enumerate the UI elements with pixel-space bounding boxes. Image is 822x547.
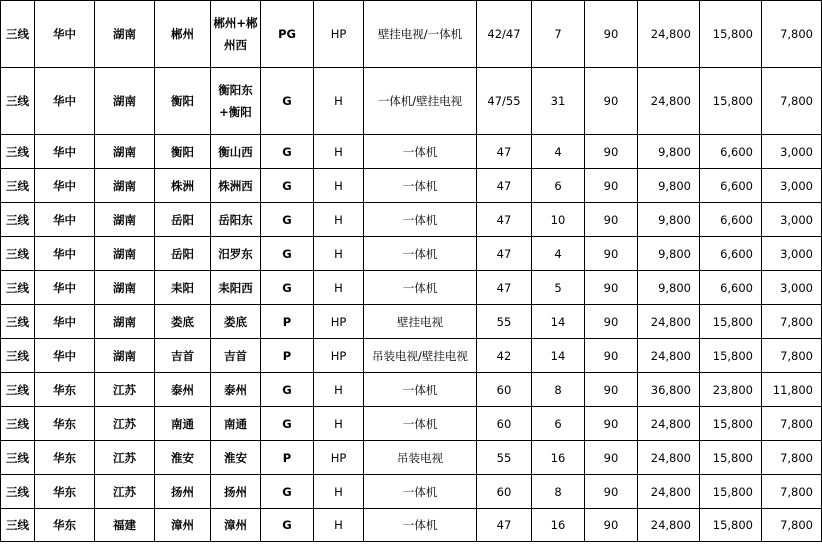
brand-cell: H bbox=[314, 475, 364, 509]
days-cell: 90 bbox=[585, 237, 638, 271]
product-cell: 一体机 bbox=[364, 509, 477, 542]
store-cell: 岳阳东 bbox=[211, 203, 261, 237]
store-cell: 漳州 bbox=[211, 509, 261, 542]
price-cell: 23,800 bbox=[700, 373, 762, 407]
store-cell: 淮安 bbox=[211, 441, 261, 475]
brand-cell: H bbox=[314, 135, 364, 169]
total-cell: 9,800 bbox=[638, 169, 700, 203]
total-cell: 24,800 bbox=[638, 475, 700, 509]
city-cell: 漳州 bbox=[155, 509, 211, 542]
count-cell: 6 bbox=[532, 169, 585, 203]
store-cell: 衡山西 bbox=[211, 135, 261, 169]
region-cell: 华东 bbox=[35, 509, 95, 542]
brand-cell: H bbox=[314, 407, 364, 441]
store-cell: 扬州 bbox=[211, 475, 261, 509]
store-cell: 郴州+郴州西 bbox=[211, 1, 261, 68]
tier-cell: 三线 bbox=[1, 373, 35, 407]
table-row bbox=[1, 407, 822, 441]
store-cell: 泰州 bbox=[211, 373, 261, 407]
city-cell: 衡阳 bbox=[155, 68, 211, 135]
region-cell: 华中 bbox=[35, 237, 95, 271]
store-cell: 吉首 bbox=[211, 339, 261, 373]
size-cell: 47 bbox=[477, 271, 532, 305]
tier-cell: 三线 bbox=[1, 509, 35, 542]
store-cell: 耒阳西 bbox=[211, 271, 261, 305]
days-cell: 90 bbox=[585, 135, 638, 169]
type-cell: P bbox=[261, 339, 314, 373]
product-cell: 一体机 bbox=[364, 373, 477, 407]
count-cell: 8 bbox=[532, 475, 585, 509]
price-cell: 6,600 bbox=[700, 169, 762, 203]
province-cell: 湖南 bbox=[95, 169, 155, 203]
type-cell: G bbox=[261, 407, 314, 441]
price-cell: 6,600 bbox=[700, 271, 762, 305]
city-cell: 娄底 bbox=[155, 305, 211, 339]
table-row bbox=[1, 475, 822, 509]
fee-cell: 3,000 bbox=[762, 135, 822, 169]
size-cell: 42 bbox=[477, 339, 532, 373]
fee-cell: 3,000 bbox=[762, 169, 822, 203]
price-cell: 15,800 bbox=[700, 1, 762, 68]
total-cell: 24,800 bbox=[638, 339, 700, 373]
city-cell: 吉首 bbox=[155, 339, 211, 373]
count-cell: 16 bbox=[532, 509, 585, 542]
store-cell: 衡阳东+衡阳 bbox=[211, 68, 261, 135]
region-cell: 华东 bbox=[35, 373, 95, 407]
size-cell: 47 bbox=[477, 237, 532, 271]
province-cell: 湖南 bbox=[95, 1, 155, 68]
region-cell: 华东 bbox=[35, 441, 95, 475]
price-cell: 15,800 bbox=[700, 475, 762, 509]
tier-cell: 三线 bbox=[1, 339, 35, 373]
city-cell: 岳阳 bbox=[155, 203, 211, 237]
days-cell: 90 bbox=[585, 373, 638, 407]
fee-cell: 3,000 bbox=[762, 271, 822, 305]
region-cell: 华东 bbox=[35, 475, 95, 509]
type-cell: G bbox=[261, 203, 314, 237]
brand-cell: H bbox=[314, 203, 364, 237]
days-cell: 90 bbox=[585, 1, 638, 68]
region-cell: 华中 bbox=[35, 339, 95, 373]
fee-cell: 7,800 bbox=[762, 1, 822, 68]
brand-cell: HP bbox=[314, 339, 364, 373]
table-row bbox=[1, 305, 822, 339]
table-row bbox=[1, 339, 822, 373]
province-cell: 湖南 bbox=[95, 305, 155, 339]
days-cell: 90 bbox=[585, 203, 638, 237]
table-row bbox=[1, 169, 822, 203]
fee-cell: 7,800 bbox=[762, 339, 822, 373]
type-cell: G bbox=[261, 509, 314, 542]
brand-cell: HP bbox=[314, 441, 364, 475]
type-cell: G bbox=[261, 237, 314, 271]
fee-cell: 7,800 bbox=[762, 441, 822, 475]
region-cell: 华东 bbox=[35, 407, 95, 441]
city-cell: 衡阳 bbox=[155, 135, 211, 169]
product-cell: 壁挂电视 bbox=[364, 305, 477, 339]
brand-cell: HP bbox=[314, 1, 364, 68]
days-cell: 90 bbox=[585, 475, 638, 509]
price-cell: 6,600 bbox=[700, 237, 762, 271]
store-cell: 汨罗东 bbox=[211, 237, 261, 271]
region-cell: 华中 bbox=[35, 203, 95, 237]
days-cell: 90 bbox=[585, 271, 638, 305]
product-cell: 吊装电视 bbox=[364, 441, 477, 475]
type-cell: P bbox=[261, 441, 314, 475]
province-cell: 江苏 bbox=[95, 441, 155, 475]
tier-cell: 三线 bbox=[1, 169, 35, 203]
days-cell: 90 bbox=[585, 441, 638, 475]
total-cell: 9,800 bbox=[638, 203, 700, 237]
type-cell: G bbox=[261, 373, 314, 407]
total-cell: 24,800 bbox=[638, 305, 700, 339]
days-cell: 90 bbox=[585, 339, 638, 373]
days-cell: 90 bbox=[585, 407, 638, 441]
type-cell: G bbox=[261, 169, 314, 203]
city-cell: 南通 bbox=[155, 407, 211, 441]
province-cell: 江苏 bbox=[95, 407, 155, 441]
count-cell: 8 bbox=[532, 373, 585, 407]
product-cell: 一体机 bbox=[364, 475, 477, 509]
store-cell: 株洲西 bbox=[211, 169, 261, 203]
total-cell: 36,800 bbox=[638, 373, 700, 407]
type-cell: G bbox=[261, 271, 314, 305]
fee-cell: 7,800 bbox=[762, 509, 822, 542]
province-cell: 湖南 bbox=[95, 339, 155, 373]
size-cell: 47 bbox=[477, 509, 532, 542]
size-cell: 47/55 bbox=[477, 68, 532, 135]
total-cell: 9,800 bbox=[638, 237, 700, 271]
region-cell: 华中 bbox=[35, 1, 95, 68]
region-cell: 华中 bbox=[35, 135, 95, 169]
count-cell: 4 bbox=[532, 135, 585, 169]
count-cell: 6 bbox=[532, 407, 585, 441]
fee-cell: 7,800 bbox=[762, 475, 822, 509]
product-cell: 一体机 bbox=[364, 237, 477, 271]
brand-cell: H bbox=[314, 373, 364, 407]
table-row bbox=[1, 68, 822, 135]
province-cell: 湖南 bbox=[95, 271, 155, 305]
count-cell: 16 bbox=[532, 441, 585, 475]
province-cell: 福建 bbox=[95, 509, 155, 542]
tier-cell: 三线 bbox=[1, 237, 35, 271]
total-cell: 24,800 bbox=[638, 441, 700, 475]
days-cell: 90 bbox=[585, 169, 638, 203]
total-cell: 9,800 bbox=[638, 271, 700, 305]
total-cell: 24,800 bbox=[638, 509, 700, 542]
province-cell: 湖南 bbox=[95, 237, 155, 271]
brand-cell: H bbox=[314, 68, 364, 135]
total-cell: 24,800 bbox=[638, 1, 700, 68]
type-cell: G bbox=[261, 135, 314, 169]
table-row bbox=[1, 203, 822, 237]
type-cell: PG bbox=[261, 1, 314, 68]
product-cell: 一体机 bbox=[364, 169, 477, 203]
product-cell: 一体机 bbox=[364, 407, 477, 441]
fee-cell: 3,000 bbox=[762, 203, 822, 237]
brand-cell: H bbox=[314, 509, 364, 542]
total-cell: 24,800 bbox=[638, 68, 700, 135]
brand-cell: H bbox=[314, 271, 364, 305]
region-cell: 华中 bbox=[35, 169, 95, 203]
price-cell: 15,800 bbox=[700, 339, 762, 373]
size-cell: 55 bbox=[477, 441, 532, 475]
size-cell: 60 bbox=[477, 407, 532, 441]
tier-cell: 三线 bbox=[1, 475, 35, 509]
count-cell: 10 bbox=[532, 203, 585, 237]
size-cell: 60 bbox=[477, 475, 532, 509]
size-cell: 47 bbox=[477, 169, 532, 203]
city-cell: 耒阳 bbox=[155, 271, 211, 305]
fee-cell: 7,800 bbox=[762, 68, 822, 135]
count-cell: 4 bbox=[532, 237, 585, 271]
size-cell: 47 bbox=[477, 135, 532, 169]
price-cell: 6,600 bbox=[700, 203, 762, 237]
type-cell: P bbox=[261, 305, 314, 339]
fee-cell: 11,800 bbox=[762, 373, 822, 407]
price-cell: 6,600 bbox=[700, 135, 762, 169]
price-cell: 15,800 bbox=[700, 68, 762, 135]
count-cell: 14 bbox=[532, 305, 585, 339]
table-row bbox=[1, 135, 822, 169]
fee-cell: 3,000 bbox=[762, 237, 822, 271]
tier-cell: 三线 bbox=[1, 68, 35, 135]
table-row bbox=[1, 271, 822, 305]
count-cell: 31 bbox=[532, 68, 585, 135]
tier-cell: 三线 bbox=[1, 1, 35, 68]
table-row bbox=[1, 373, 822, 407]
province-cell: 湖南 bbox=[95, 203, 155, 237]
province-cell: 湖南 bbox=[95, 68, 155, 135]
days-cell: 90 bbox=[585, 509, 638, 542]
price-cell: 15,800 bbox=[700, 441, 762, 475]
city-cell: 岳阳 bbox=[155, 237, 211, 271]
table-row bbox=[1, 509, 822, 542]
product-cell: 一体机 bbox=[364, 203, 477, 237]
count-cell: 5 bbox=[532, 271, 585, 305]
fee-cell: 7,800 bbox=[762, 305, 822, 339]
price-cell: 15,800 bbox=[700, 407, 762, 441]
price-cell: 15,800 bbox=[700, 305, 762, 339]
product-cell: 壁挂电视/一体机 bbox=[364, 1, 477, 68]
table-row bbox=[1, 441, 822, 475]
total-cell: 9,800 bbox=[638, 135, 700, 169]
product-cell: 一体机 bbox=[364, 271, 477, 305]
type-cell: G bbox=[261, 68, 314, 135]
table-body bbox=[1, 1, 822, 542]
tier-cell: 三线 bbox=[1, 441, 35, 475]
city-cell: 株洲 bbox=[155, 169, 211, 203]
brand-cell: H bbox=[314, 237, 364, 271]
fee-cell: 7,800 bbox=[762, 407, 822, 441]
count-cell: 7 bbox=[532, 1, 585, 68]
city-cell: 泰州 bbox=[155, 373, 211, 407]
table-row bbox=[1, 237, 822, 271]
region-cell: 华中 bbox=[35, 68, 95, 135]
size-cell: 55 bbox=[477, 305, 532, 339]
store-cell: 南通 bbox=[211, 407, 261, 441]
region-cell: 华中 bbox=[35, 305, 95, 339]
brand-cell: HP bbox=[314, 305, 364, 339]
province-cell: 江苏 bbox=[95, 373, 155, 407]
count-cell: 14 bbox=[532, 339, 585, 373]
tier-cell: 三线 bbox=[1, 271, 35, 305]
size-cell: 47 bbox=[477, 203, 532, 237]
tier-cell: 三线 bbox=[1, 135, 35, 169]
size-cell: 60 bbox=[477, 373, 532, 407]
city-cell: 郴州 bbox=[155, 1, 211, 68]
days-cell: 90 bbox=[585, 68, 638, 135]
store-cell: 娄底 bbox=[211, 305, 261, 339]
city-cell: 淮安 bbox=[155, 441, 211, 475]
product-cell: 一体机 bbox=[364, 135, 477, 169]
region-cell: 华中 bbox=[35, 271, 95, 305]
price-cell: 15,800 bbox=[700, 509, 762, 542]
table-row bbox=[1, 1, 822, 68]
days-cell: 90 bbox=[585, 305, 638, 339]
province-cell: 江苏 bbox=[95, 475, 155, 509]
tier-cell: 三线 bbox=[1, 203, 35, 237]
product-cell: 一体机/壁挂电视 bbox=[364, 68, 477, 135]
brand-cell: H bbox=[314, 169, 364, 203]
tier-cell: 三线 bbox=[1, 407, 35, 441]
city-cell: 扬州 bbox=[155, 475, 211, 509]
total-cell: 24,800 bbox=[638, 407, 700, 441]
type-cell: G bbox=[261, 475, 314, 509]
product-cell: 吊装电视/壁挂电视 bbox=[364, 339, 477, 373]
tier-cell: 三线 bbox=[1, 305, 35, 339]
province-cell: 湖南 bbox=[95, 135, 155, 169]
size-cell: 42/47 bbox=[477, 1, 532, 68]
